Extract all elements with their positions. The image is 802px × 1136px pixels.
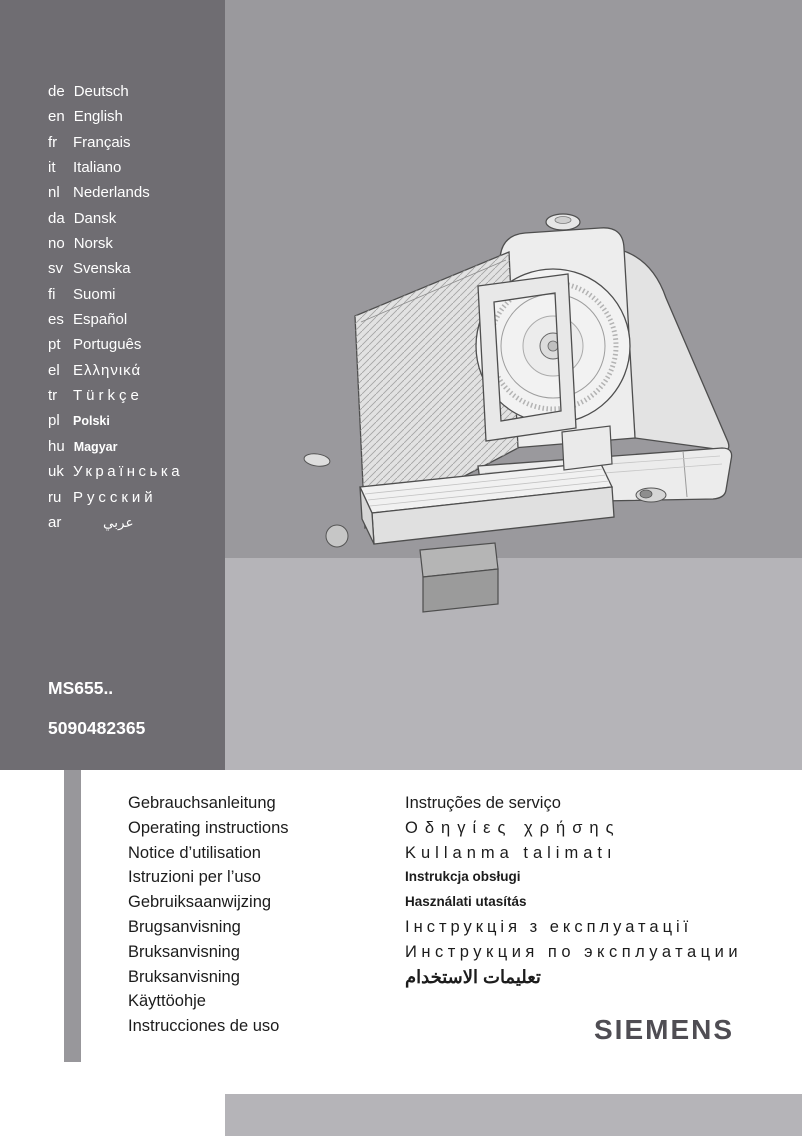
language-code: da [48,209,65,227]
language-code: hu [48,437,65,455]
language-code: it [48,159,56,177]
language-item [48,358,183,383]
language-item [48,510,183,535]
doc-title: Инструкция по эксплуатации [405,942,743,961]
language-item [48,79,183,104]
language-item [48,307,183,332]
doc-title: Használati utasítás [405,894,527,910]
language-item [48,282,183,307]
language-code: es [48,311,64,329]
bottom-gray-strip [225,1094,802,1136]
language-item [48,459,183,484]
language-code: pl [48,412,60,430]
doc-title: Operating instructions [128,818,289,837]
language-code: sv [48,260,63,278]
doc-title: Brugsanvisning [128,917,241,936]
language-item [48,434,183,459]
language-label: عربي [103,514,134,530]
doc-title: Gebruiksaanwijzing [128,893,272,912]
language-label: Suomi [73,285,116,303]
doc-title: Instrukcja obsługi [405,869,521,885]
doc-title: Οδηγίες χρήσης [405,818,621,837]
doc-title: تعليمات الاستخدام [405,966,541,987]
language-label: Português [73,336,142,354]
doc-title: Instruções de serviço [405,794,561,812]
doc-title: Bruksanvisning [128,967,240,986]
language-item [48,485,183,510]
language-item [48,104,183,129]
slicer-right-body [621,250,729,450]
titles-column-left [128,791,289,1039]
doc-title: Bruksanvisning [128,942,240,961]
doc-title: Käyttöohje [128,992,206,1011]
language-label: Ελληνικά [73,361,142,379]
language-code: uk [48,463,64,481]
language-item [48,332,183,357]
language-item [48,408,183,433]
language-label: Norsk [73,235,113,253]
language-item [48,180,183,205]
language-code: ar [48,513,62,531]
language-code: fi [48,285,56,303]
language-label: Українська [73,463,184,481]
language-label: Русский [73,488,157,506]
language-sidebar [0,0,225,770]
language-label: Dansk [73,209,117,227]
slicer-foot [326,525,348,547]
language-item [48,383,183,408]
slicer-cable [303,452,330,468]
language-label: English [73,108,123,126]
language-code: nl [48,184,60,202]
language-code: en [48,108,65,126]
language-code: ru [48,488,62,506]
model-number: MS655.. [48,678,114,698]
language-item [48,231,183,256]
language-item [48,130,183,155]
language-label: Türkçe [73,387,143,405]
language-code: el [48,361,60,379]
doc-title: Notice d’utilisation [128,843,261,862]
language-code: no [48,235,65,253]
slicer-top-knob [546,214,580,230]
language-label: Français [73,133,131,151]
language-label: Italiano [73,159,122,177]
doc-title: Інструкція з експлуатації [405,917,693,936]
language-item [48,206,183,231]
language-label: Nederlands [73,184,150,202]
language-code: tr [48,387,58,405]
language-label: Polski [73,414,110,429]
language-list [48,79,183,535]
language-item [48,155,183,180]
doc-title: Kullanma talimatı [405,843,617,862]
language-label: Deutsch [73,83,129,100]
model-block [48,668,145,748]
left-accent-bar [64,770,81,1062]
slicer-front-foot [420,543,498,612]
language-code: pt [48,336,61,354]
language-code: de [48,83,65,100]
language-item [48,256,183,281]
siemens-logo: SIEMENS [594,1014,735,1045]
language-code: fr [48,133,58,151]
language-label: Español [73,311,128,329]
doc-title: Instrucciones de uso [128,1017,280,1036]
slicer-power-switch [636,488,666,502]
titles-column-right [405,791,742,989]
doc-title: Istruzioni per l’uso [128,868,261,887]
language-label: Magyar [73,439,118,454]
doc-title: Gebrauchsanleitung [128,794,276,812]
food-slicer-illustration [285,198,745,638]
model-code: 5090482365 [48,718,146,738]
language-label: Svenska [73,260,131,278]
